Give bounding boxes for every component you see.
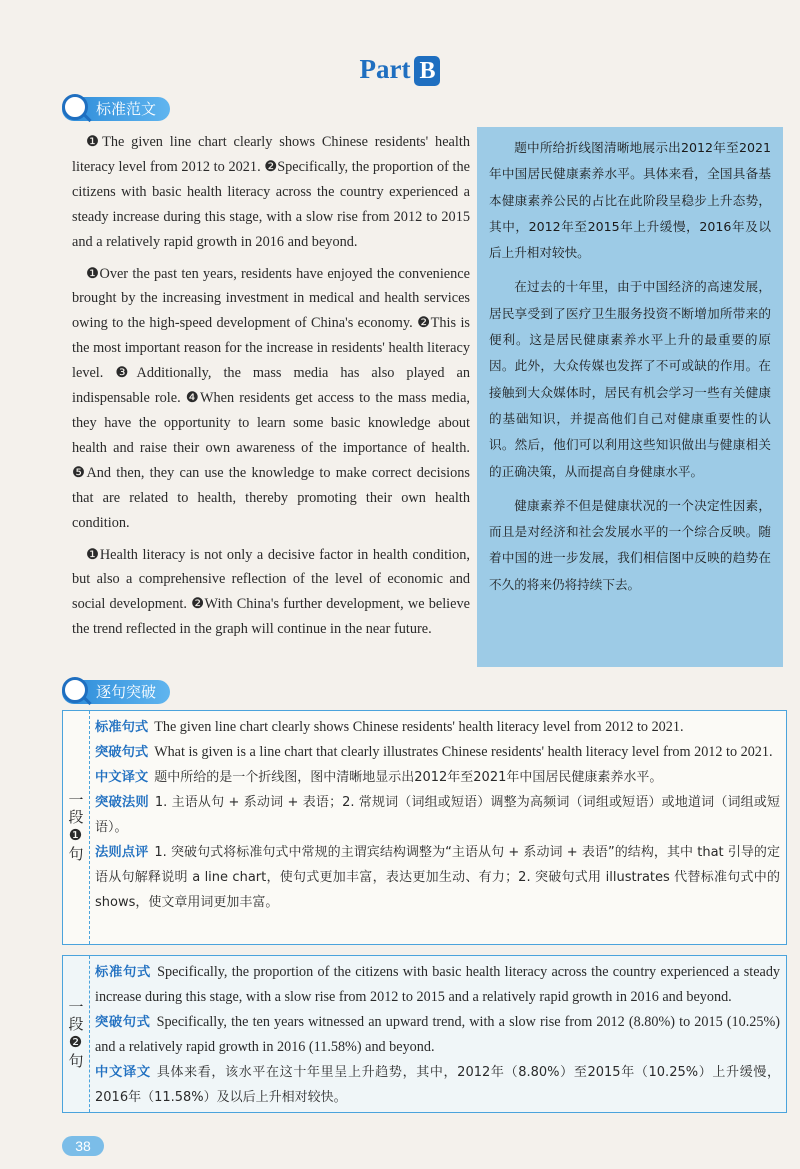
page-title-text: Part (359, 54, 411, 84)
breakthrough-row: 突破句式 Specifically, the ten years witnessed an upward trend, with a slow rise from 2012 (8.80%) to 2015 (10.25%) and a relatively rapid growth in 2016 (11.58%) and beyond. (95, 1014, 781, 1055)
magnifier-icon (62, 94, 88, 120)
magnifier-icon (62, 677, 88, 703)
english-paragraph-2: ❶Over the past ten years, residents have enjoyed the convenience brought by the increasing investment in medical and health services owing to the high-speed development of China's economy. ❷This is the most important reason for the increase in residents' health literacy level. ❸Additionally, the mass media has also played an indispensable role. ❹When residents get access to the mass media, they have the opportunity to learn some basic knowledge about health and raise their own awareness of the importance of health. ❺And then, they can use the knowledge to make correct decisions that are related to health, thereby promoting their own health condition. (72, 265, 470, 531)
chinese-translation-box (477, 127, 783, 667)
block-side-label: 一段❶句 (63, 711, 90, 944)
section-title-model: 标准范文 (96, 100, 157, 118)
section-title-breakdown: 逐句突破 (96, 683, 157, 701)
chinese-paragraph-1: 题中所给折线图清晰地展示出2012年至2021年中国居民健康素养水平。具体来看，全国具备基本健康素养公民的占比在此阶段呈稳步上升态势，其中，2012年至2015年上升缓慢，2016年及以后上升相对较快。 (489, 140, 771, 261)
translation-row: 中文译文 题中所给的是一个折线图，图中清晰地显示出2012年至2021年中国居民健康素养水平。 (95, 770, 663, 785)
comment-row: 法则点评 1. 突破句式将标准句式中常规的主谓宾结构调整为“主语从句 + 系动词 + 表语”的结构，其中 that 引导的定语从句解释说明 a line chart，使句式更加丰富，表达更加生动、有力；2. 突破句式用 illustrates 代替标准句式中的 shows，使文章用词更加丰富。 (95, 845, 780, 910)
chinese-paragraph-2: 在过去的十年里，由于中国经济的高速发展，居民享受到了医疗卫生服务投资不断增加所带来的便利。这是居民健康素养水平上升的最重要的原因。此外，大众传媒也发挥了不可或缺的作用。在接触到大众媒体时，居民有机会学习一些有关健康的基础知识，并提高他们自己对健康重要性的认识。然后，他们可以利用这些知识做出与健康相关的正确决策，从而提高自身健康水平。 (489, 279, 771, 479)
english-paragraph-1: ❶The given line chart clearly shows Chinese residents' health literacy level from 2012 to 2021. ❷Specifically, the proportion of the citizens with basic health literacy across the country experienced a steady increase during this stage, with a slow rise from 2012 to 2015 and a relatively rapid growth in 2016 and beyond. (72, 134, 470, 250)
standard-row: 标准句式 The given line chart clearly shows Chinese residents' health literacy level from 2012 to 2021. (95, 719, 684, 735)
page-title (0, 54, 800, 86)
method-row: 突破法则 1. 主语从句 + 系动词 + 表语；2. 常规词（词组或短语）调整为高频词（词组或短语）或地道词（词组或短语）。 (95, 795, 781, 835)
breakthrough-row: 突破句式 What is given is a line chart that clearly illustrates Chinese residents' health literacy level from 2012 to 2021. (95, 744, 773, 760)
translation-row: 中文译文 具体来看，该水平在这十年里呈上升趋势，其中，2012年（8.80%）至2015年（10.25%）上升缓慢，2016年（11.58%）及以后上升相对较快。 (95, 1065, 781, 1105)
chinese-paragraph-3: 健康素养不但是健康状况的一个决定性因素，而且是对经济和社会发展水平的一个综合反映。随着中国的进一步发展，我们相信图中反映的趋势在不久的将来仍将持续下去。 (489, 497, 771, 592)
block-side-label: 一段❷句 (63, 956, 90, 1112)
section-tag-model (62, 97, 170, 121)
english-paragraph-3: ❶Health literacy is not only a decisive factor in health condition, but also a comprehensive reflection of the level of economic and social development. ❷With China's further development, we believe the trend reflected in the graph will continue in the near future. (72, 546, 470, 638)
page-number: 38 (62, 1136, 104, 1156)
standard-row: 标准句式 Specifically, the proportion of the citizens with basic health literacy across the country experienced a steady increase during this stage, with a slow rise from 2012 to 2015 and a relatively rapid growth in 2016 and beyond. (95, 964, 781, 1005)
section-tag-breakdown (62, 680, 170, 704)
english-essay (72, 130, 470, 649)
part-badge: B (414, 56, 440, 86)
sentence-block-2 (62, 955, 787, 1113)
sentence-block-1 (62, 710, 787, 945)
